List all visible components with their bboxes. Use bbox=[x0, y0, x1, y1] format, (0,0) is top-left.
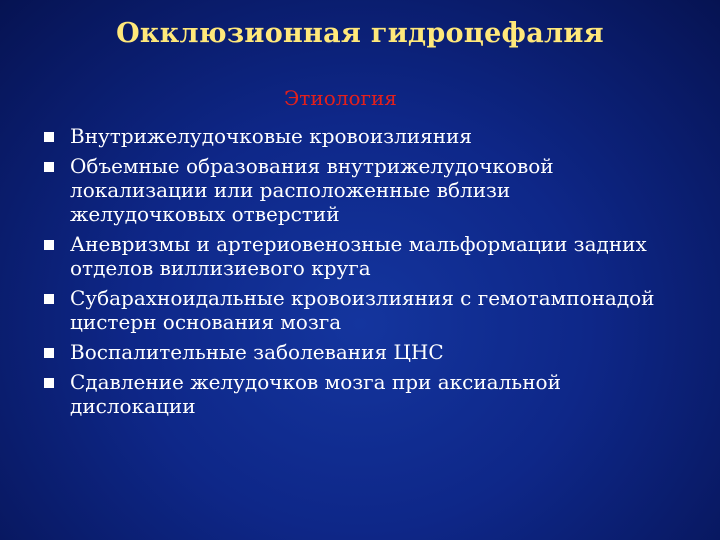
square-bullet-icon bbox=[44, 162, 54, 172]
bullet-text: Объемные образования внутрижелудочковой локализации или расположенные вблизи желудочковых отверстий bbox=[70, 154, 554, 226]
square-bullet-icon bbox=[44, 240, 54, 250]
bullet-item bbox=[44, 124, 664, 148]
bullet-text: Аневризмы и артериовенозные мальформации задних отделов виллизиевого круга bbox=[70, 232, 647, 280]
bullet-text: Сдавление желудочков мозга при аксиальной дислокации bbox=[70, 370, 561, 418]
bullet-text: Воспалительные заболевания ЦНС bbox=[70, 340, 444, 364]
square-bullet-icon bbox=[44, 378, 54, 388]
bullet-list bbox=[44, 124, 664, 424]
bullet-item bbox=[44, 232, 664, 280]
bullet-text: Внутрижелудочковые кровоизлияния bbox=[70, 124, 473, 148]
slide-title: Окклюзионная гидроцефалия bbox=[116, 18, 604, 49]
bullet-item bbox=[44, 340, 664, 364]
square-bullet-icon bbox=[44, 348, 54, 358]
bullet-item bbox=[44, 286, 664, 334]
bullet-text: Субарахноидальные кровоизлияния с гемотампонадой цистерн основания мозга bbox=[70, 286, 655, 334]
slide-subtitle: Этиология bbox=[284, 86, 397, 110]
bullet-item bbox=[44, 370, 664, 418]
bullet-item bbox=[44, 154, 664, 226]
square-bullet-icon bbox=[44, 132, 54, 142]
square-bullet-icon bbox=[44, 294, 54, 304]
